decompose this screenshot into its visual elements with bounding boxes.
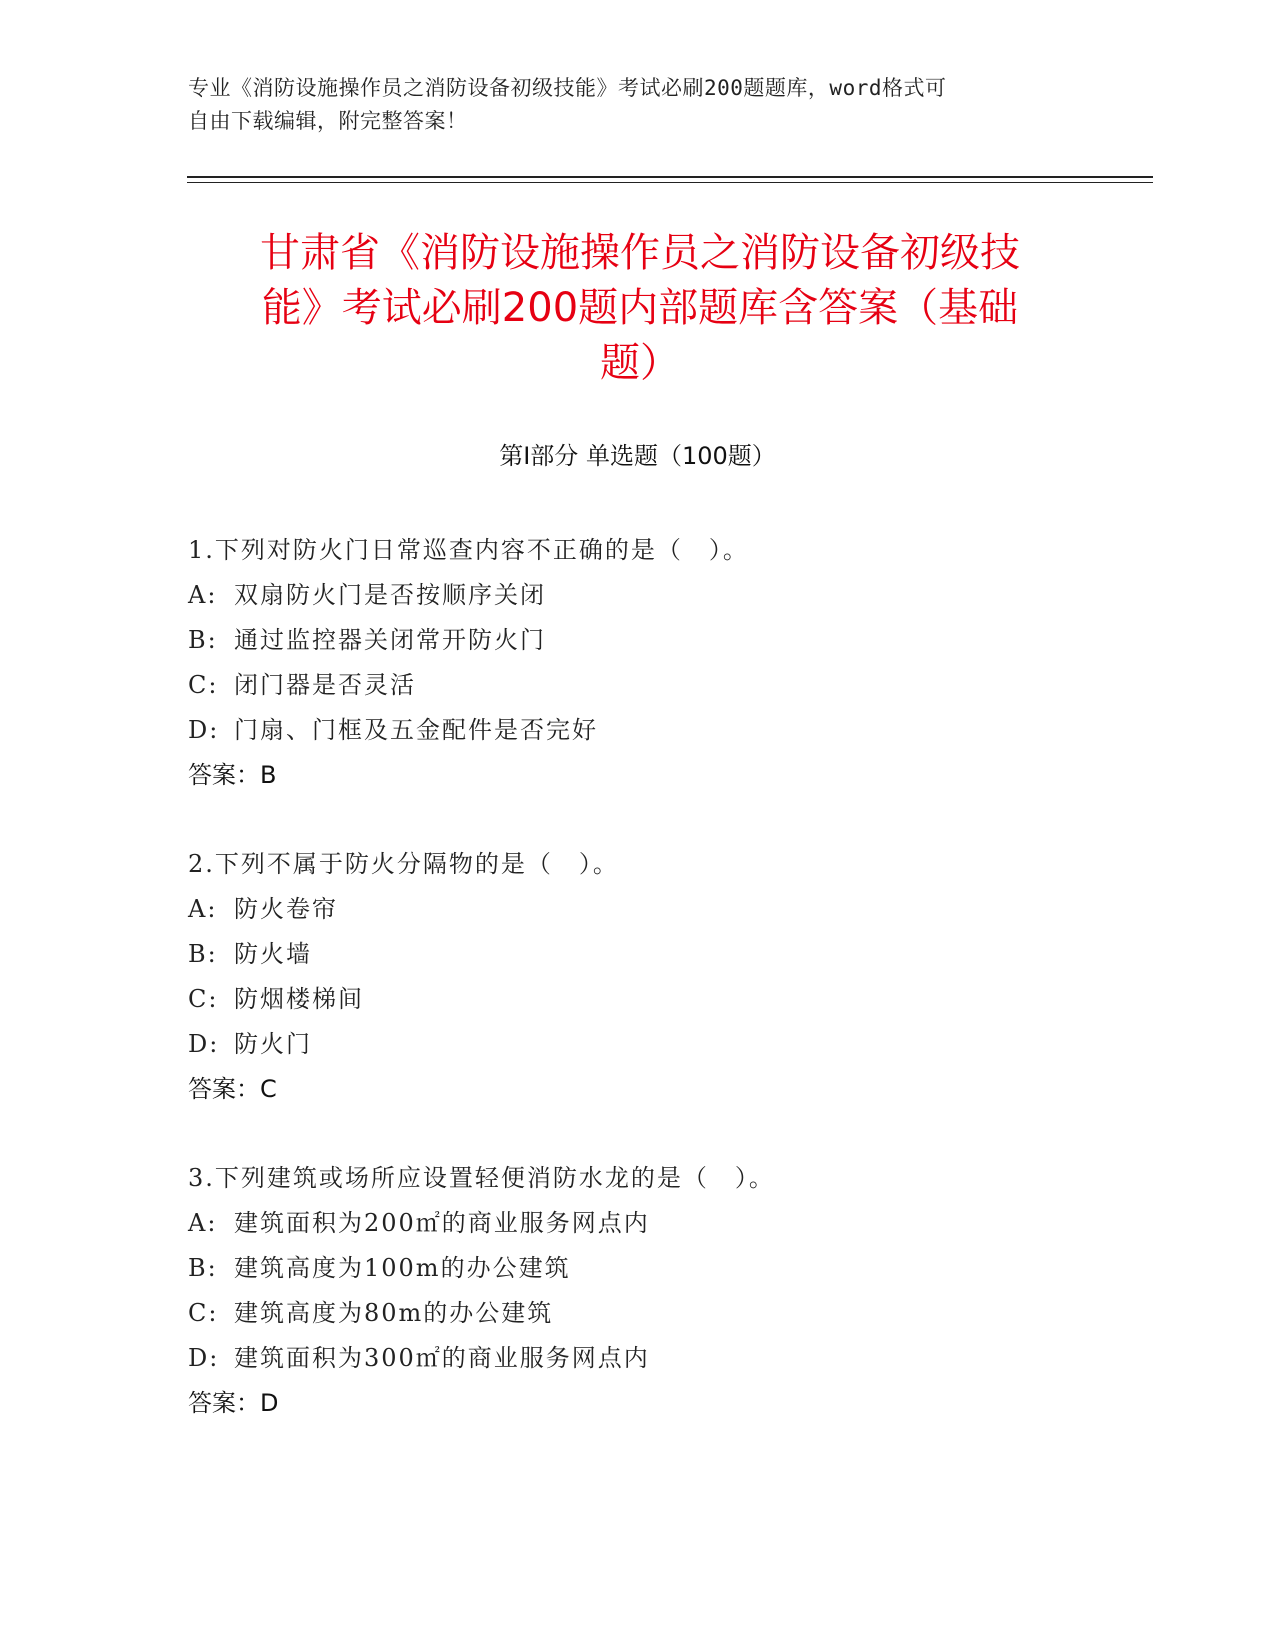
option-letter: C: xyxy=(188,671,219,699)
title-line-1: 甘肃省《消防设施操作员之消防设备初级技 xyxy=(260,230,1020,276)
option-c xyxy=(188,663,1088,708)
answer: 答案：D xyxy=(188,1389,279,1417)
question-list xyxy=(188,528,1088,1470)
option-text: 防烟楼梯间 xyxy=(234,985,364,1013)
question-stem: 2.下列不属于防火分隔物的是（ ）。 xyxy=(188,850,619,878)
option-text: 建筑高度为80m的办公建筑 xyxy=(234,1299,554,1327)
option-d xyxy=(188,708,1088,753)
option-d xyxy=(188,1022,1088,1067)
option-b xyxy=(188,1246,1088,1291)
option-text: 建筑面积为200㎡的商业服务网点内 xyxy=(234,1209,650,1237)
question-1 xyxy=(188,528,1088,798)
option-text: 门扇、门框及五金配件是否完好 xyxy=(234,716,598,744)
option-text: 双扇防火门是否按顺序关闭 xyxy=(234,581,546,609)
header-note-line-1: 专业《消防设施操作员之消防设备初级技能》考试必刷200题题库，word格式可 xyxy=(188,76,947,100)
option-letter: B: xyxy=(188,1254,218,1282)
answer: 答案：C xyxy=(188,1075,277,1103)
option-letter: D: xyxy=(188,1030,220,1058)
option-letter: A: xyxy=(188,1209,218,1237)
option-letter: D: xyxy=(188,716,220,744)
option-a xyxy=(188,573,1088,618)
option-text: 防火卷帘 xyxy=(234,895,338,923)
option-letter: A: xyxy=(188,895,218,923)
option-text: 闭门器是否灵活 xyxy=(234,671,416,699)
option-d xyxy=(188,1336,1088,1381)
option-a xyxy=(188,887,1088,932)
option-text: 通过监控器关闭常开防火门 xyxy=(234,626,546,654)
header-note xyxy=(188,72,1068,138)
section-title: 第Ⅰ部分 单选题（100题） xyxy=(499,442,776,470)
header-divider-thin xyxy=(187,182,1153,183)
option-letter: B: xyxy=(188,940,218,968)
option-letter: B: xyxy=(188,626,218,654)
question-stem: 1.下列对防火门日常巡查内容不正确的是（ ）。 xyxy=(188,536,749,564)
document-title xyxy=(190,226,1090,391)
option-letter: D: xyxy=(188,1344,220,1372)
option-c xyxy=(188,1291,1088,1336)
option-letter: C: xyxy=(188,1299,219,1327)
answer: 答案：B xyxy=(188,761,277,789)
option-a xyxy=(188,1201,1088,1246)
option-text: 防火门 xyxy=(234,1030,312,1058)
option-b xyxy=(188,932,1088,977)
question-stem: 3.下列建筑或场所应设置轻便消防水龙的是（ ）。 xyxy=(188,1164,775,1192)
title-line-3: 题） xyxy=(600,340,680,386)
question-2 xyxy=(188,842,1088,1112)
option-letter: C: xyxy=(188,985,219,1013)
option-c xyxy=(188,977,1088,1022)
option-text: 建筑面积为300㎡的商业服务网点内 xyxy=(234,1344,650,1372)
option-letter: A: xyxy=(188,581,218,609)
question-3 xyxy=(188,1156,1088,1426)
title-line-2: 能》考试必刷200题内部题库含答案（基础 xyxy=(261,285,1019,331)
option-b xyxy=(188,618,1088,663)
option-text: 建筑高度为100m的办公建筑 xyxy=(234,1254,571,1282)
header-divider-thick xyxy=(187,176,1153,178)
option-text: 防火墙 xyxy=(234,940,312,968)
header-note-line-2: 自由下载编辑，附完整答案！ xyxy=(188,109,468,133)
